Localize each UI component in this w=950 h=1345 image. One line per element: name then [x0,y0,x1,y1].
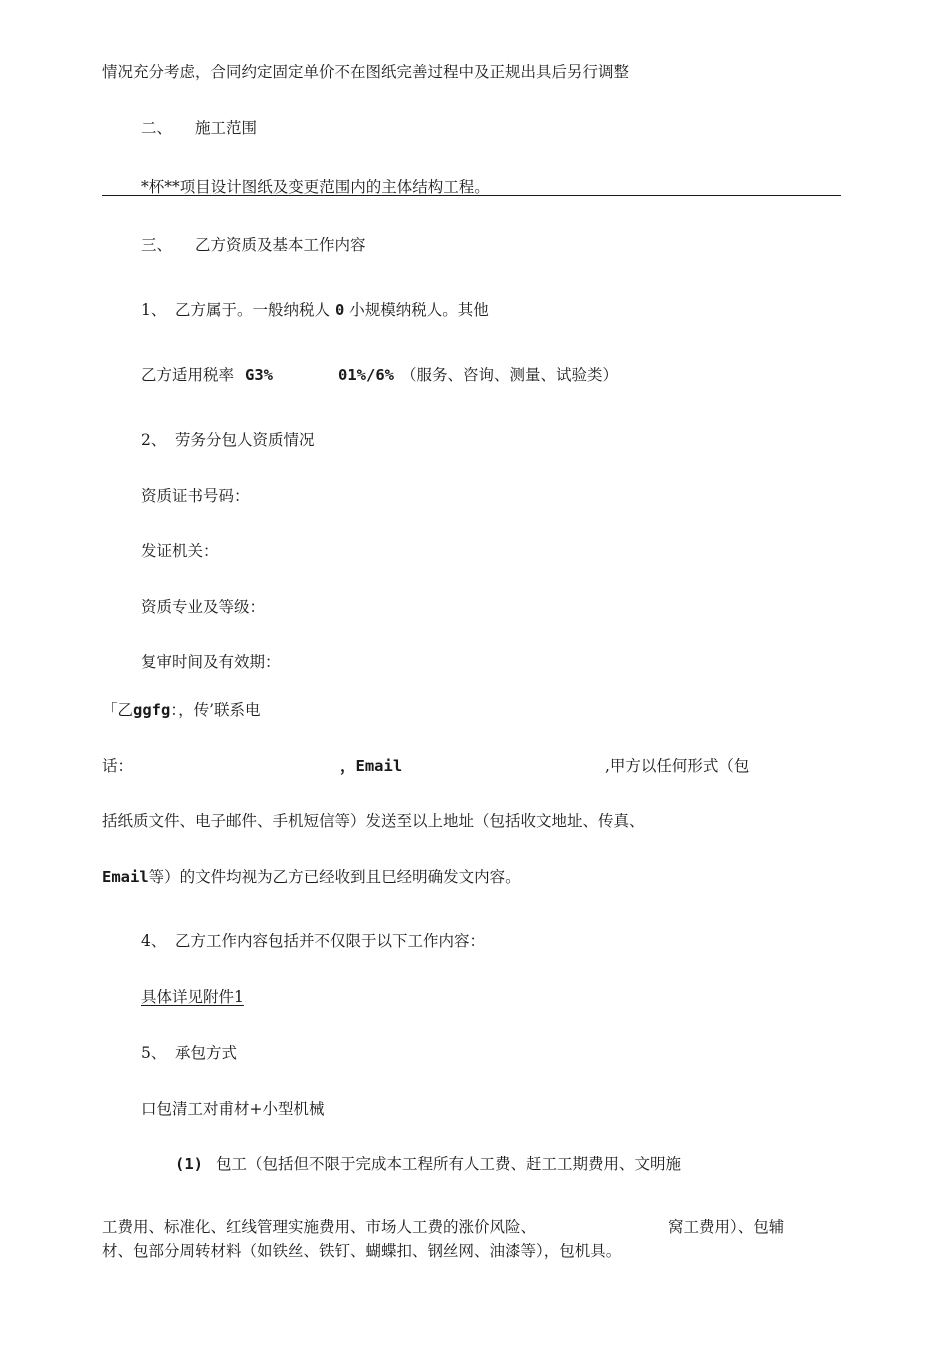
taxpayer-general: 乙方属于。一般纳税人 [175,301,331,319]
sub-item-1-line3: 材、包部分周转材料（如铁丝、铁钉、蝴蝶扣、钢丝网、油漆等），包机具。 [102,1242,622,1260]
item-5-number: 5、 [141,1044,167,1062]
sub-item-1-line2a: 工费用、标准化、红线管理实施费用、市场人工费的涨价风险、 [102,1218,537,1236]
contract-mode: 口包清工对甫材+小型机械 [141,1100,325,1118]
specialty-label: 资质专业及等级： [141,598,266,616]
section-3-number: 三、 [141,236,173,254]
item-2-number: 2、 [141,431,167,449]
item-4-number: 4、 [141,932,167,950]
item-4-text: 乙方工作内容包括并不仅限于以下工作内容： [175,932,486,950]
tax-rate-g3: G3% [245,366,273,384]
taxpayer-zero: 0 [334,301,345,319]
include-line: 括纸质文件、电子邮件、手机短信等）发送至以上地址（包括收文地址、传真、 [102,812,645,830]
section-3-title: 乙方资质及基本工作内容 [195,236,366,254]
tax-note: （服务、咨询、测量、试验类） [401,366,619,384]
section-2-title: 施工范围 [195,119,258,137]
underline-rule [102,195,841,196]
email-word: Email [102,868,149,886]
contact-rest: ：，传’联系电 [170,701,261,719]
contact-prefix: 「乙 [102,701,134,719]
text-line-top: 情况充分考虑，合同约定固定单价不在图纸完善过程中及正规出具后另行调整 [102,63,630,81]
email-rest: ,甲方以任何形式（包 [605,757,750,775]
cert-number-label: 资质证书号码： [141,487,250,505]
attachment-link: 具体详见附件1 [141,988,244,1006]
issuer-label: 发证机关： [141,542,219,560]
email-line-rest: 等）的文件均视为乙方已经收到且巳经明确发文内容。 [148,868,521,886]
sub-item-1-line2b: 窝工费用）、包辅 [668,1218,785,1236]
contact-mono: ggfg [133,701,171,719]
tax-rate-6: 01%/6% [338,366,394,384]
email-line [102,867,521,887]
tel-label: 话： [102,757,134,775]
item-1-text [175,300,489,320]
review-label: 复审时间及有效期： [141,653,281,671]
sub-item-1-number: (1) [175,1155,203,1173]
tax-label: 乙方适用税率 [141,366,235,384]
email-label: ，Email [340,757,403,775]
item-2-text: 劳务分包人资质情况 [175,431,315,449]
contact-line [102,700,261,720]
item-5-text: 承包方式 [175,1044,238,1062]
sub-item-1-text: 包工（包括但不限于完成本工程所有人工费、赶工工期费用、文明施 [216,1155,682,1173]
item-1-number: 1、 [141,301,167,319]
section-2-number: 二、 [141,119,173,137]
section-2-body: *杯**项目设计图纸及变更范围内的主体结构工程。 [141,178,490,196]
taxpayer-small: 小规模纳税人。其他 [349,301,489,319]
